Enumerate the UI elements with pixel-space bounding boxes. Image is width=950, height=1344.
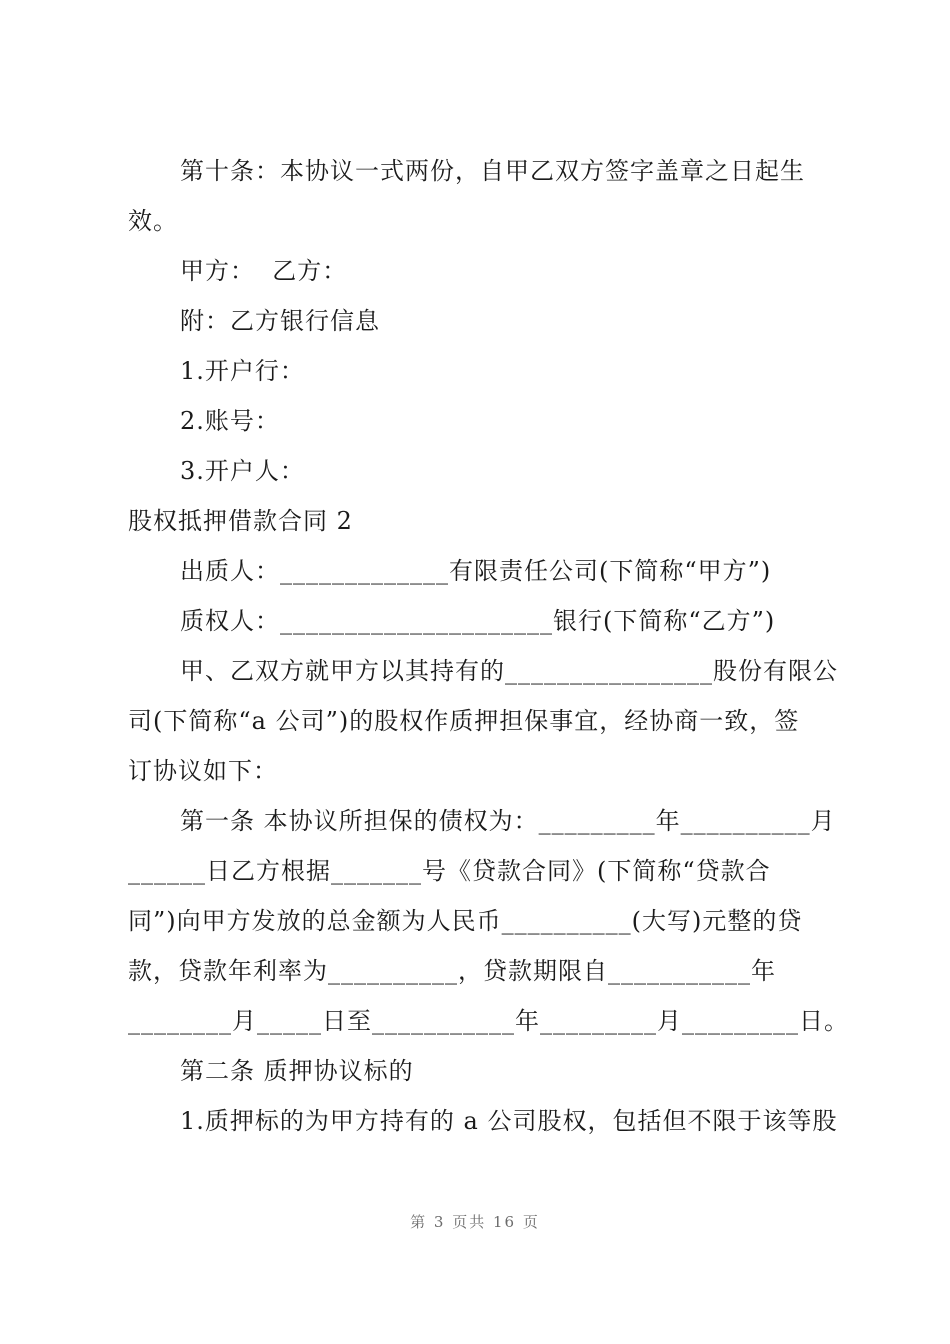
bank-info-account: 2.账号： (180, 407, 280, 435)
article-one-line-4: 款，贷款年利率为__________，贷款期限自___________年 (128, 957, 776, 985)
clause-ten-line-2: 效。 (128, 207, 178, 235)
pledgee-line: 质权人：_____________________银行(下简称“乙方”) (180, 607, 776, 635)
signature-parties: 甲方： 乙方： (180, 257, 348, 285)
pledgor-line: 出质人：_____________有限责任公司(下简称“甲方”) (180, 557, 772, 585)
page-number-footer: 第 3 页共 16 页 (410, 1213, 540, 1231)
article-one-line-1: 第一条 本协议所担保的债权为：_________年__________月 (180, 807, 836, 835)
article-one-line-5: ________月_____日至___________年_________月_________日。 (128, 1007, 849, 1035)
article-one-line-3: 同”)向甲方发放的总金额为人民币__________(大写)元整的贷 (128, 907, 803, 935)
clause-ten-line-1: 第十条：本协议一式两份，自甲乙双方签字盖章之日起生 (180, 157, 805, 185)
article-two-item-one: 1.质押标的为甲方持有的 a 公司股权，包括但不限于该等股 (180, 1107, 838, 1135)
preamble-line-3: 订协议如下： (128, 757, 278, 785)
contract-title: 股权抵押借款合同 2 (128, 507, 353, 535)
preamble-line-1: 甲、乙双方就甲方以其持有的________________股份有限公 (180, 657, 838, 685)
bank-info-opening-bank: 1.开户行： (180, 357, 305, 385)
appendix-bank-info-heading: 附：乙方银行信息 (180, 307, 380, 335)
bank-info-account-holder: 3.开户人： (180, 457, 305, 485)
article-two-heading: 第二条 质押协议标的 (180, 1057, 414, 1085)
article-one-line-2: ______日乙方根据_______号《贷款合同》(下简称“贷款合 (128, 857, 771, 885)
preamble-line-2: 司(下简称“a 公司”)的股权作质押担保事宜，经协商一致，签 (128, 707, 800, 735)
